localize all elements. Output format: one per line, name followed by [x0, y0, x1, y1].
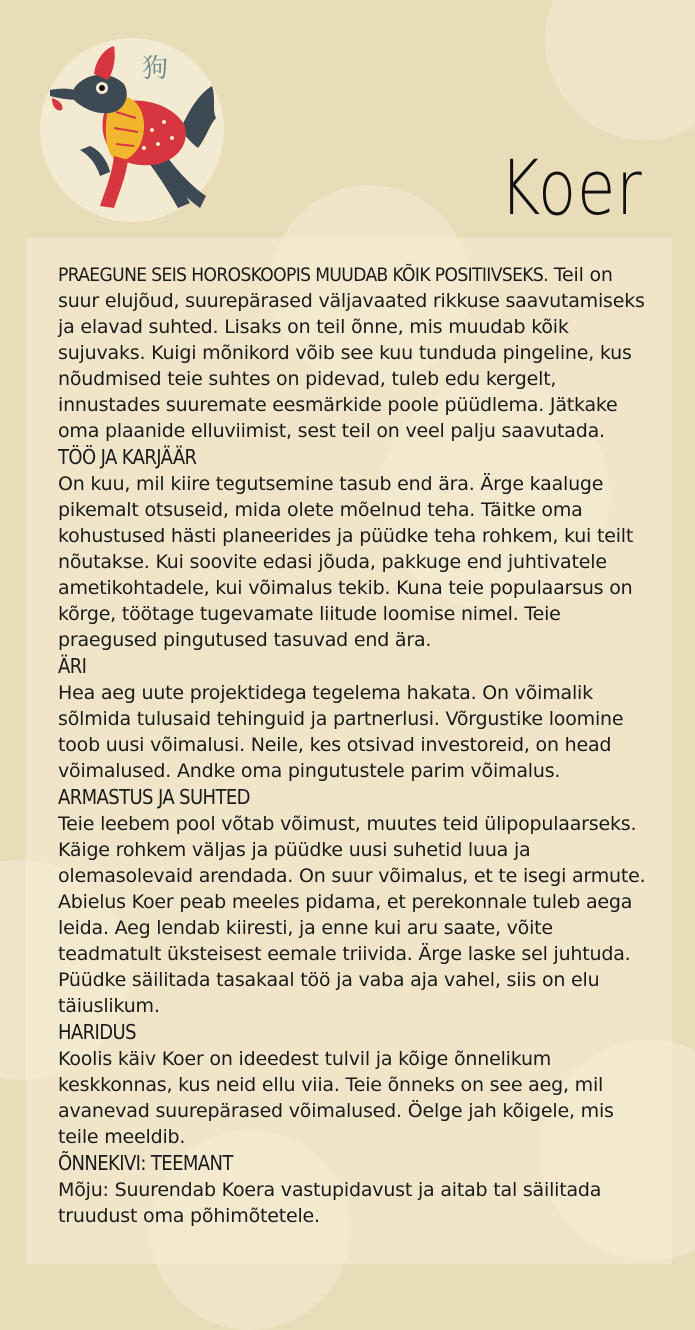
section-heading-love: ARMASTUS JA SUHTED [58, 785, 250, 809]
chinese-glyph: 狗 [142, 54, 169, 84]
dog-zodiac-icon [40, 38, 224, 222]
section-heading-education: HARIDUS [58, 1020, 136, 1044]
section-heading-business: ÄRI [58, 654, 87, 678]
intro-lead: PRAEGUNE SEIS HOROSKOOPIS MUUDAB KÕIK POSITIIVSEKS. [58, 264, 548, 286]
section-heading-career: TÖÖ JA KARJÄÄR [58, 445, 197, 469]
section-body-education: Koolis käiv Koer on ideedest tulvil ja kõige õnnelikum keskkonnas, kus neid ellu viia. Teie õnneks on see aeg, mil avanevad suurepärased võimalused. Öelge jah kõigele, mis teile meeldib. [58, 1048, 614, 1148]
section-body-career: On kuu, mil kiire tegutsemine tasub end ära. Ärge kaaluge pikemalt otsuseid, mida olete mõelnud teha. Täitke oma kohustused hästi planeerides ja püüdke teha rohkem, kui teilt nõutakse. Kui soovite edasi jõuda, pakkuge end juhtivatele ametikohtadele, kui võimalus tekib. Kuna teie populaarsus on kõrge, töötage tugevamate liitude loomise nimel. Teie praegused pingutused tasuvad end ära. [58, 473, 634, 651]
section-body-lucky-stone: Mõju: Suurendab Koera vastupidavust ja aitab tal säilitada truudust oma põhimõtetele. [58, 1179, 602, 1227]
intro-paragraph [58, 262, 658, 444]
section-body-love: Teie leebem pool võtab võimust, muutes teid ülipopulaarseks. Käige rohkem väljas ja püüdke uusi suhetid luua ja olemasolevaid arendada. On suur võimalus, et te isegi armute. Abielus Koer peab meeles pidama, et perekonnale tuleb aega leida. Aeg lendab kiiresti, ja enne kui aru saate, võite teadmatult üksteisest eemale triivida. Ärge laske sel juhtuda. Püüdke säilitada tasakaal töö ja vaba aja vahel, siis on elu täiuslikum. [58, 813, 646, 1017]
section-body-business: Hea aeg uute projektidega tegelema hakata. On võimalik sõlmida tulusaid tehinguid ja partnerlusi. Võrgustike loomine toob uusi võimalusi. Neile, kes otsivad investoreid, on head võimalused. Andke oma pingutustele parim võimalus. [58, 682, 624, 782]
horoscope-content [58, 262, 658, 1229]
section-heading-lucky-stone: ÕNNEKIVI: TEEMANT [58, 1151, 233, 1175]
zodiac-emblem [40, 38, 224, 222]
page-title: Koer [499, 143, 643, 232]
intro-text: Teil on suur elujõud, suurepärased väljavaated rikkuse saavutamiseks ja elavad suhted. Lisaks on teil õnne, mis muudab kõik sujuvaks. Kuigi mõnikord võib see kuu tunduda pingeline, kus nõudmised teie suhtes on pidevad, tuleb edu kergelt, innustades suuremate eesmärkide poole püüdlema. Jätkake oma plaanide elluviimist, sest teil on veel palju saavutada. [58, 264, 645, 442]
background-circle [545, 0, 695, 140]
